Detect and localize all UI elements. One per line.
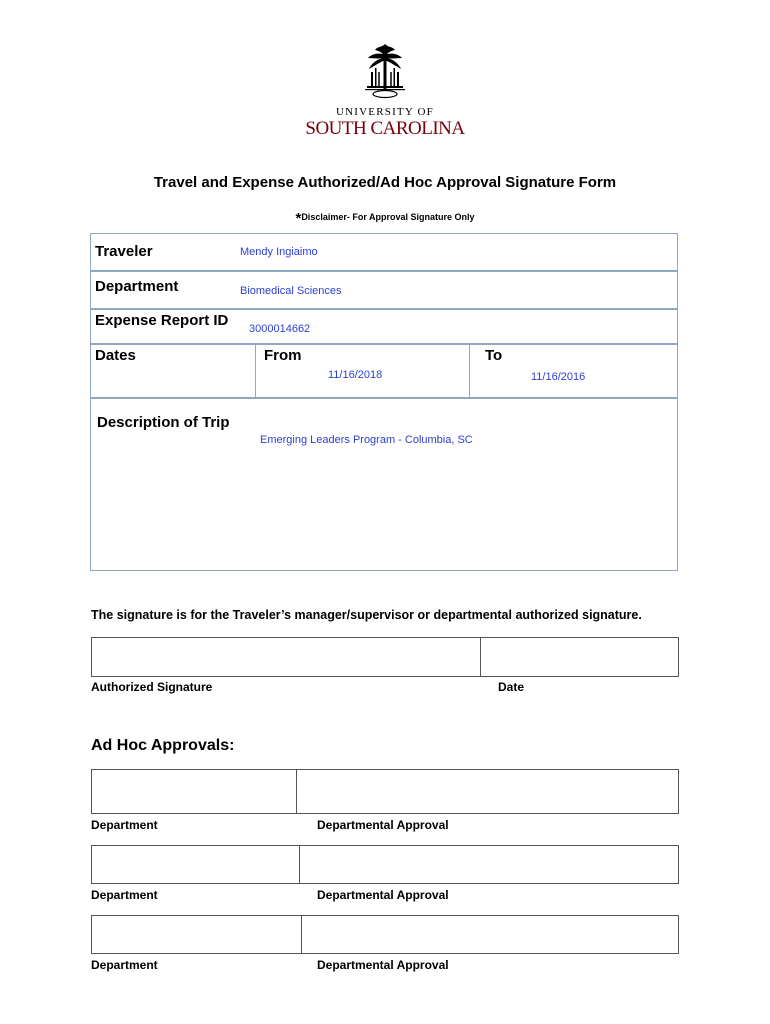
traveler-row: [90, 233, 678, 271]
adhoc-heading: Ad Hoc Approvals:: [91, 737, 235, 754]
adhoc-approval-field-2[interactable]: [299, 845, 679, 884]
university-logo: [300, 42, 470, 142]
adhoc-department-field-3[interactable]: [91, 915, 302, 954]
adhoc-approval-label-3: Departmental Approval: [317, 958, 449, 972]
disclaimer-text: Disclaimer- For Approval Signature Only: [301, 212, 475, 222]
authorized-signature-label: Authorized Signature: [91, 680, 213, 694]
adhoc-approval-label-1: Departmental Approval: [317, 818, 449, 832]
signature-date-field[interactable]: [480, 637, 679, 677]
to-date-field[interactable]: 11/16/2016: [531, 371, 586, 383]
adhoc-approval-field-1[interactable]: [296, 769, 679, 814]
signature-note: The signature is for the Traveler’s manager/supervisor or departmental authorized signature.: [91, 608, 642, 622]
disclaimer: [0, 210, 770, 227]
logo-line-university-of: UNIVERSITY OF: [336, 106, 434, 118]
adhoc-approval-label-2: Departmental Approval: [317, 888, 449, 902]
to-label: To: [485, 347, 503, 364]
department-field[interactable]: Biomedical Sciences: [240, 285, 342, 297]
authorized-signature-field[interactable]: [91, 637, 481, 677]
disclaimer-asterisk: *: [295, 210, 302, 227]
description-field[interactable]: Emerging Leaders Program - Columbia, SC: [260, 434, 473, 446]
description-label: Description of Trip: [97, 414, 230, 431]
adhoc-department-label-1: Department: [91, 818, 158, 832]
traveler-label: Traveler: [95, 243, 153, 260]
adhoc-department-label-2: Department: [91, 888, 158, 902]
logo-line-south-carolina: SOUTH CAROLINA: [305, 118, 465, 139]
adhoc-department-field-2[interactable]: [91, 845, 300, 884]
expense-report-label: Expense Report ID: [95, 312, 229, 329]
department-label: Department: [95, 278, 179, 295]
dates-label: Dates: [95, 347, 136, 364]
adhoc-department-field-1[interactable]: [91, 769, 297, 814]
expense-report-field[interactable]: 3000014662: [249, 323, 311, 335]
adhoc-approval-field-3[interactable]: [301, 915, 679, 954]
signature-date-label: Date: [498, 680, 525, 694]
form-title: Travel and Expense Authorized/Ad Hoc Approval Signature Form: [153, 174, 617, 191]
adhoc-department-label-3: Department: [91, 958, 158, 972]
palmetto-tree-icon: [361, 42, 409, 104]
from-date-field[interactable]: 11/16/2018: [328, 369, 383, 381]
from-label: From: [264, 347, 302, 364]
traveler-field[interactable]: Mendy Ingiaimo: [240, 246, 318, 258]
